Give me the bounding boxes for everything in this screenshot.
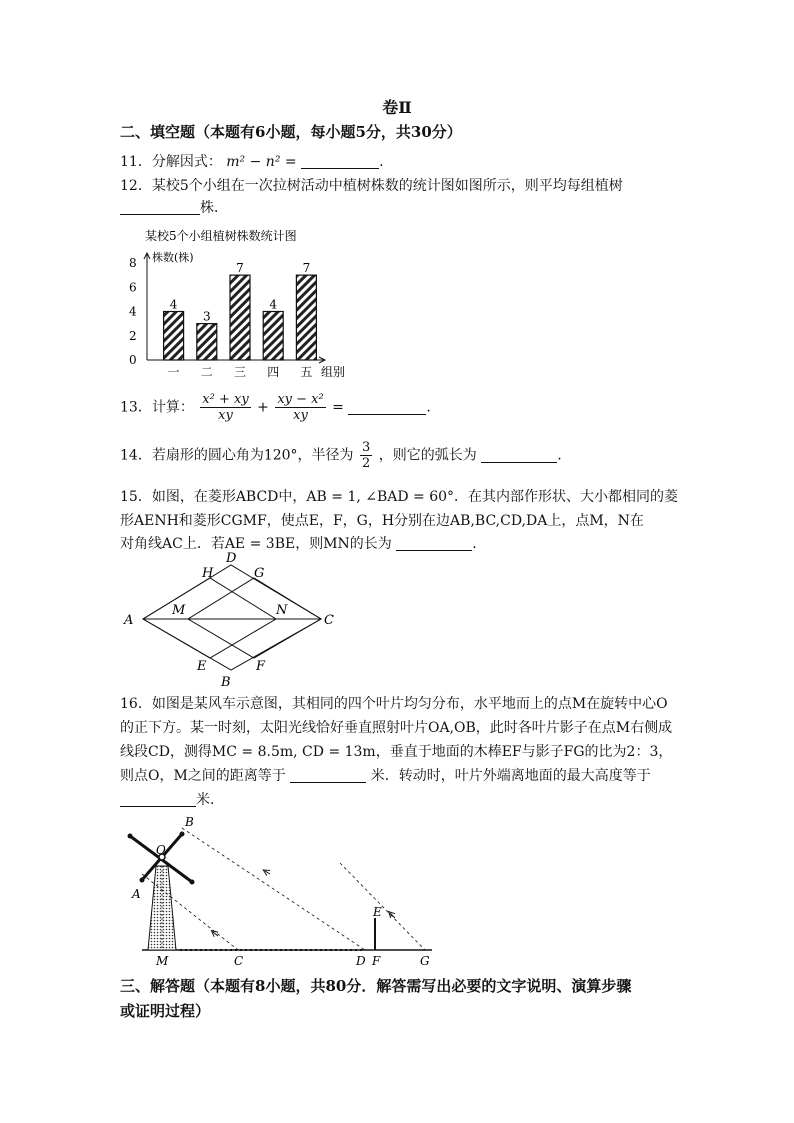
q16-line4-pre: 则点O，M之间的距离等于 (120, 768, 286, 784)
question-13: 13．计算： $\frac{\text{x² + xy}}{xy}$ + $\frac{\text{xy − x²}}{xy}$ = . (120, 392, 431, 423)
q13-label: 13．计算： (120, 399, 194, 416)
label-E: E (197, 659, 207, 674)
label-G: G (254, 566, 265, 581)
chart-y-tick-label: 8 (129, 256, 137, 270)
q13-f1-denominator: xy (218, 408, 233, 423)
chart-y-tick-label: 2 (129, 328, 137, 343)
q13-f2-denominator: xy (293, 408, 308, 423)
label-C: C (234, 954, 244, 968)
q16-line1: 16．如图是某风车示意图，其相同的四个叶片均匀分布，水平地而上的点M在旋转中心O (120, 696, 668, 712)
chart-y-tick-label: 4 (129, 304, 137, 319)
q14-text-pre: 14．若扇形的圆心角为120°，半径为 (120, 447, 354, 464)
q15-line2: 形AENH和菱形CGMF，使点E，F，G，H分别在边AB,BC,CD,DA上，点M，N在 (120, 513, 644, 529)
q16-line5 (120, 789, 224, 809)
chart-y-tick-label: 6 (129, 280, 137, 295)
q13-fraction-2 (275, 392, 325, 423)
q16-line4 (120, 765, 651, 785)
q11-label: 11．分解因式： (120, 154, 222, 170)
q14-answer-blank[interactable] (481, 448, 557, 463)
chart-bar (296, 275, 316, 360)
q12-line1: 12．某校5个小组在一次拉树活动中植树株数的统计图如图所示，则平均每组植树 (120, 178, 623, 194)
q12-line2 (120, 197, 228, 217)
label-N: N (276, 603, 288, 618)
q12-suffix: 株． (200, 200, 228, 216)
paper-title: 卷Ⅱ (382, 98, 412, 117)
question-14 (120, 440, 562, 471)
chart-bar (197, 324, 217, 360)
label-B: B (221, 675, 231, 688)
chart-bar (164, 312, 184, 361)
q15-end: . (472, 536, 477, 552)
figure-15-rhombus (118, 548, 348, 688)
q14-denominator: 2 (362, 456, 371, 471)
label-H: H (202, 566, 214, 581)
q13-f1-numerator: x² + xy (202, 392, 249, 407)
chart-category-label: 二 (200, 365, 213, 379)
question-11: 11．分解因式： m² − n² = . (120, 154, 384, 170)
q14-text-post: ，则它的弧长为 (378, 447, 477, 464)
q15-line1: 15．如图，在菱形ABCD中，AB = 1, ∠BAD = 60°．在其内部作形状、大小都相同的菱 (120, 489, 679, 505)
q13-f2-numerator: xy − x² (277, 392, 324, 407)
label-C: C (324, 613, 334, 628)
q15-line3-text: 对角线AC上．若AE = 3BE，则MN的长为 (120, 536, 392, 552)
chart-category-label: 四 (267, 365, 280, 379)
label-A: A (132, 887, 141, 901)
q11-expression: m² − n² = (226, 154, 297, 170)
label-F: F (372, 954, 381, 968)
q11-answer-blank[interactable] (301, 154, 379, 169)
chart-data-label: 4 (169, 297, 178, 312)
section-3-line2: 或证明过程） (120, 1002, 211, 1020)
q16-line3: 线段CD，测得MC = 8.5m, CD = 13m，垂直于地面的木棒EF与影子FG的比为2：3， (120, 744, 673, 760)
q16-answer-blank-2[interactable] (120, 792, 196, 807)
q12-answer-blank[interactable] (120, 200, 200, 215)
chart-category-label: 五 (300, 365, 313, 379)
q14-numerator: 3 (362, 440, 371, 455)
section-2-heading: 二、填空题（本题有6小题，每小题5分，共30分） (120, 123, 462, 141)
chart-category-label: 一 (167, 365, 180, 379)
label-D: D (226, 551, 237, 566)
chart-data-label: 7 (236, 261, 244, 276)
figure-16-windmill (120, 808, 440, 968)
label-G: G (420, 954, 430, 968)
label-B: B (185, 815, 194, 829)
q16-answer-blank-1[interactable] (290, 768, 366, 783)
label-D: D (356, 954, 366, 968)
label-M: M (156, 954, 169, 968)
chart-y-tick-label: 0 (129, 353, 137, 367)
chart-data-label: 7 (302, 261, 311, 276)
q16-line4-post: 米．转动时，叶片外端离地面的最大高度等于 (370, 768, 651, 784)
chart-data-label: 3 (202, 309, 211, 324)
q13-fraction-1 (200, 392, 250, 423)
chart-data-label: 4 (269, 297, 278, 312)
label-F: F (256, 659, 266, 674)
chart-xlabel: 组别 (321, 365, 346, 379)
chart-category-label: 三 (233, 365, 247, 379)
bar-chart (125, 225, 365, 385)
section-3-line1: 三、解答题（本题有8小题，共80分．解答需写出必要的文字说明、演算步骤 (120, 977, 632, 995)
label-A: A (124, 613, 134, 628)
q14-fraction (360, 440, 372, 471)
q13-plus: + (257, 399, 269, 416)
q16-line2: 的正下方。某一时刻，太阳光线恰好垂直照射叶片OA,OB，此时各叶片影子在点M右侧成 (120, 720, 673, 736)
chart-bar (230, 275, 250, 360)
q14-end: . (557, 447, 562, 464)
q13-equals: = (332, 399, 344, 416)
q15-answer-blank[interactable] (396, 536, 472, 551)
label-M: M (172, 603, 186, 618)
label-E: E (373, 905, 382, 919)
label-O: O (156, 843, 166, 857)
chart-bar (263, 312, 283, 361)
chart-ylabel: 株数(株) (152, 251, 194, 264)
q13-answer-blank[interactable] (348, 400, 426, 415)
q16-line5-post: 米． (196, 792, 224, 808)
chart-title: 某校5个小组植树株数统计图 (145, 229, 297, 243)
